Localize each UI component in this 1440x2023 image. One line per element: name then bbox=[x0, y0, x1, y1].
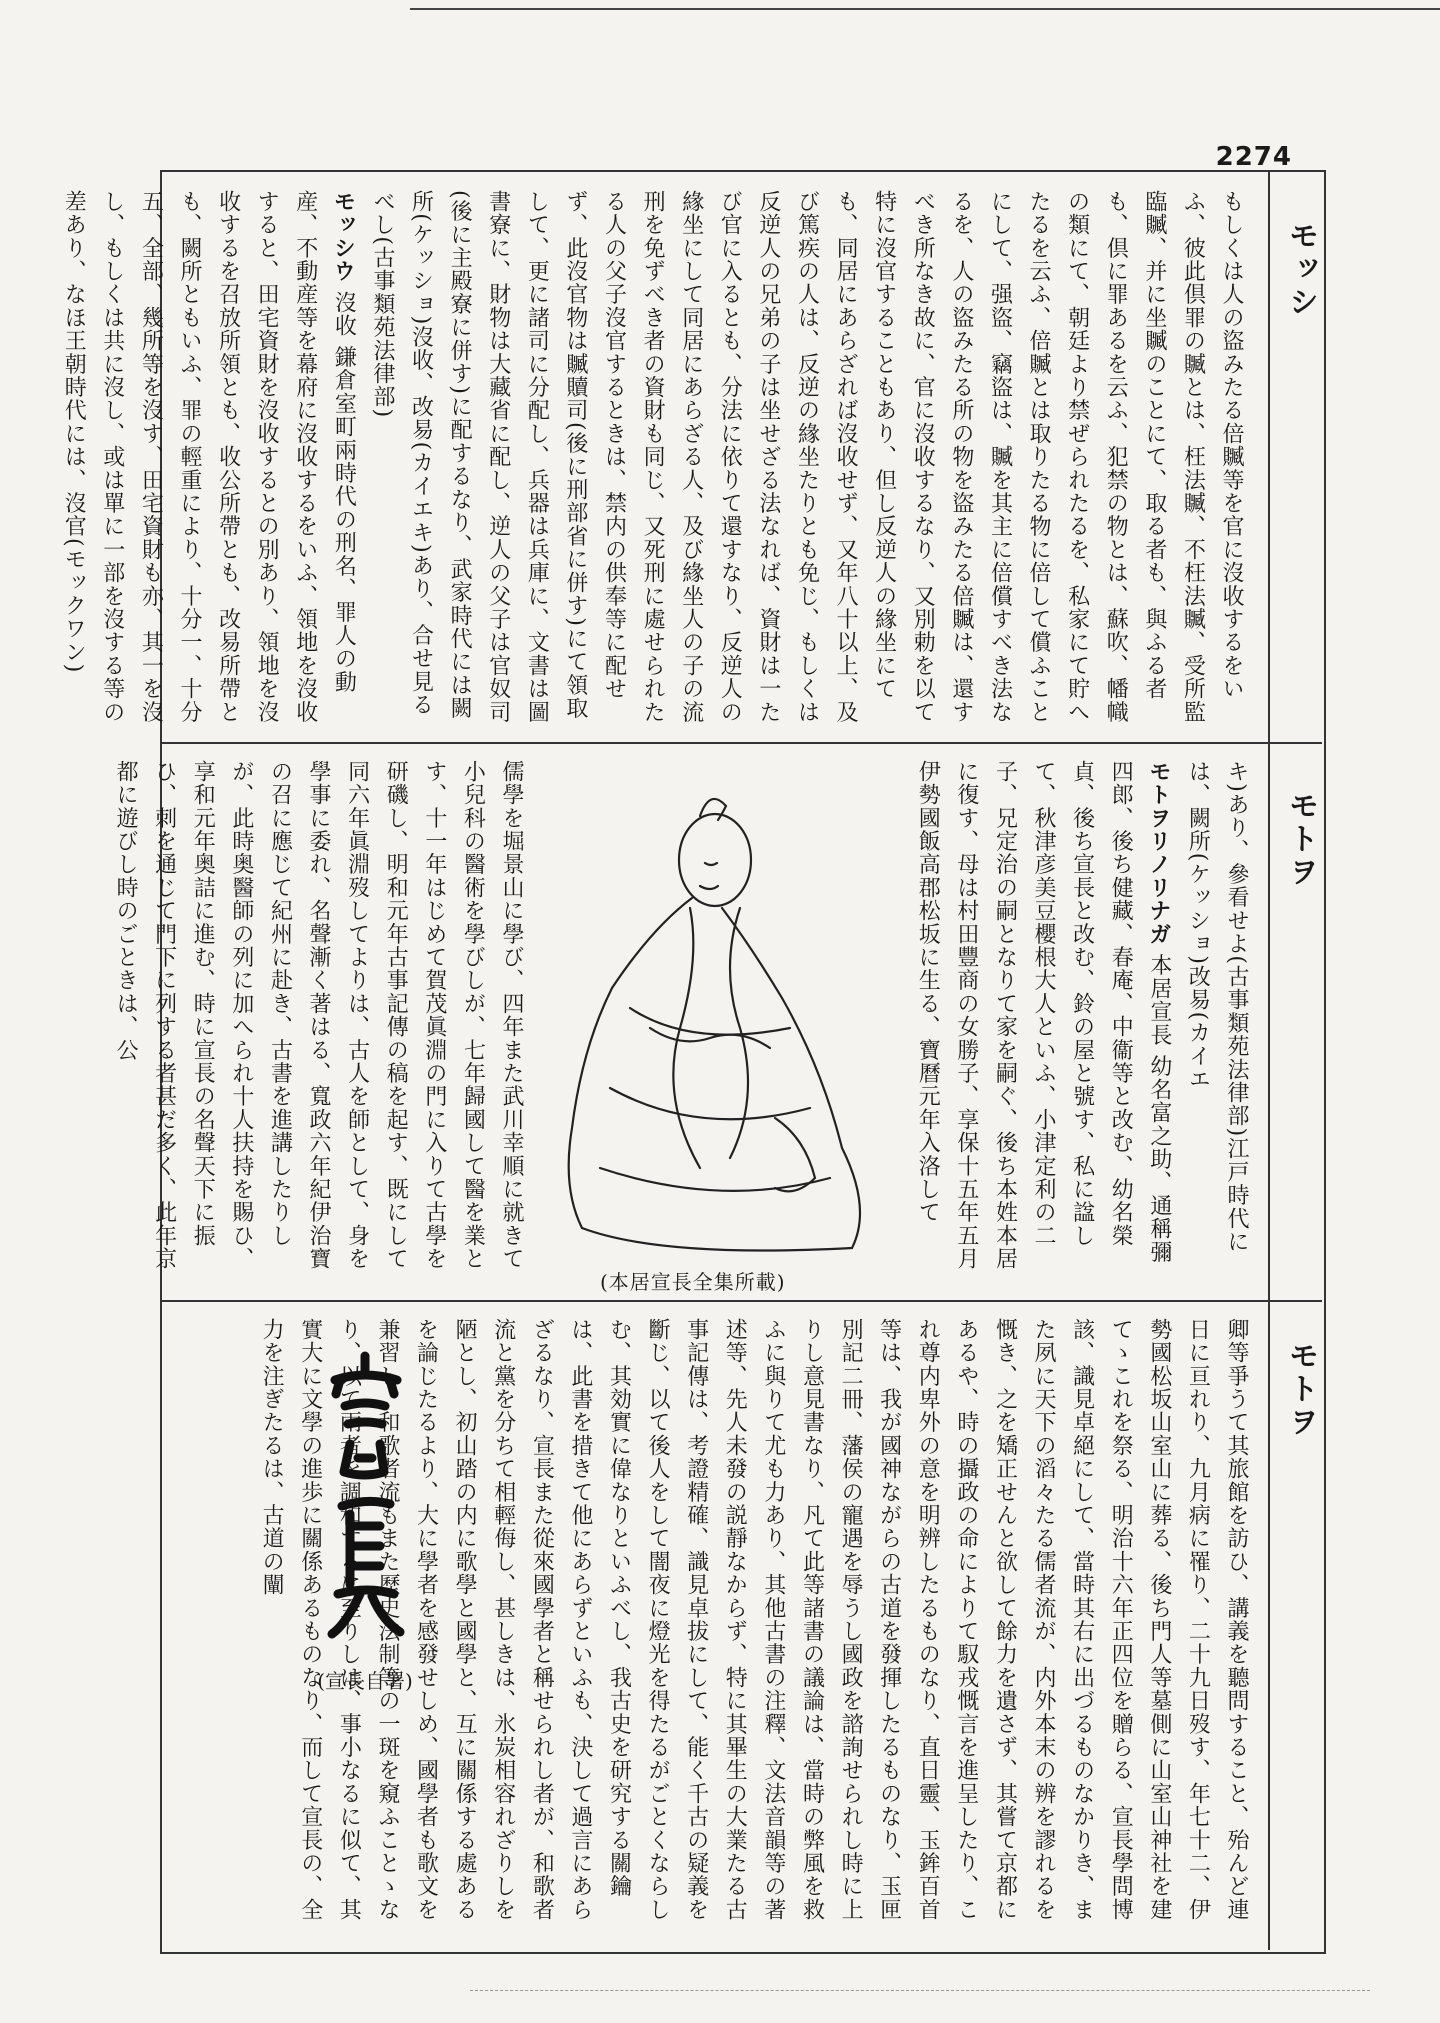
section2-title-block bbox=[908, 760, 1178, 1285]
headword-column-rule bbox=[1268, 170, 1270, 1950]
signature-caption: (宣長自署) bbox=[317, 1669, 413, 1693]
entry-title: モトヲリノリナガ bbox=[1145, 760, 1172, 946]
section2-intro: キ)あり、參看せよ(古事類苑法律部)江戸時代には、闕所(ケッショ)改易(カイエ bbox=[1185, 760, 1249, 1254]
entry-title-kanji: 本居宣長 bbox=[1146, 953, 1172, 1047]
subhead-mottsushiu: モッシウ bbox=[330, 190, 357, 283]
entry-body-right: 幼名富之助、通稱彌四郎、後ち健藏、春庵、中衞等と改む、幼名榮貞、後ち宣長と改む、鈴の屋と號す、私に諡して、秋津彦美豆櫻根大人といふ、小津定利の二子、兄定治の嗣となりて家を嗣ぐ、後ち本姓本居に復す、母は村田豐商の女勝子、享保十五年五月伊勢國飯高郡松坂に生る、寶曆元年入洛して bbox=[915, 760, 1172, 1271]
portrait-caption: (本居宣長全集所載) bbox=[600, 1270, 786, 1294]
headword-mottsushi: モッシ bbox=[1283, 220, 1318, 319]
entry-body-left: 儒學を堀景山に學び、四年また武川幸順に就きて小兒科の醫術を學びしが、七年歸國して醫を業とす、十一年はじめて賀茂眞淵の門に入りて古學を研磯し、明和元年古事記傳の稿を起す、既にして同六年眞淵歿してよりは、古人を師として、身を學事に委れ、名聲漸く著はる、寬政六年紀伊治寶の召に應じて紀州に赴き、古書を進講したりしが、此時奥醫師の列に加へられ十人扶持を賜ひ、享和元年奥詰に進む、時に宣長の名聲天下に振ひ、刺を通じて門下に列する者甚だ多く、此年京都に遊びし時のごときは、公 bbox=[113, 760, 524, 1271]
headword-motoori-1: モトヲ bbox=[1283, 790, 1318, 889]
bottom-rule bbox=[470, 1990, 1370, 1991]
section-divider-1 bbox=[160, 742, 1322, 744]
section2-left-text bbox=[113, 760, 530, 1285]
section3-body: 卿等爭うて其旅館を訪ひ、講義を聽問すること、殆んど連日に亘れり、九月病に罹り、二十九日歿す、年七十二、伊勢國松坂山室山に葬る、後ち門人等墓側に山室山神社を建てゝこれを祭る、明治十六年正四位を贈らる、宣長學問博該、識見卓絕にして、當時其右に出づるものなかりき、また夙に天下の滔々たる儒者流が、内外本末の辨を謬れるを慨き、之を矯正せんと欲して餘力を遺さず、其嘗て京都にあるや、時の攝政の命によりて馭戎慨言を進呈したり、これ尊内卑外の意を明辨したるものなり、直日靈、玉鉾百首等は、我が國神ながらの古道を發揮したるものなり、玉匣別記二冊、藩侯の寵遇を辱うし國政を諮詢せられし時に上りし意見書なり、凡て此等諸書の議論は、當時の弊風を救ふに與りて尤も力あり、其他古書の注釋、文法音韻等の著述等、先人未發の説靜なからず、特に其畢生の大業たる古事記傳は、考證精確、識見卓拔にして、能く千古の疑義を斷じ、以て後人をして闇夜に燈光を得たるがごとくならしむ、其効實に偉なりといふべし、我古史を研究する關鑰は、此書を措きて他にあらずといふも、決して過言にあらざるなり、宣長また從來國學者と稱せられし者が、和歌者流と黨を分ちて相輕侮し、甚しきは、氷炭相容れざりしを陋とし、初山踏の内に歌學と國學と、互に關係する處あるを論じたるより、大に學者を感發せしめ、國學者も歌文を兼習し、和歌者流もまた歷史法制等の一斑を窺ふことゝなり、以て兩者を調和するに至りしは、事小なるに似て、其實大に文學の進歩に關係あるものなり、而して宣長の、全力を注ぎたるは、古道の闡 bbox=[259, 1318, 1249, 1922]
headword-motoori-2: モトヲ bbox=[1283, 1340, 1318, 1439]
section2-right-text bbox=[880, 760, 1255, 1285]
section-divider-2 bbox=[160, 1300, 1322, 1302]
signature-image bbox=[320, 1346, 410, 1646]
page-number: 2274 bbox=[1215, 142, 1292, 172]
subhead-kanji: 沒收 bbox=[331, 291, 357, 338]
top-rule bbox=[410, 8, 1440, 10]
portrait-illustration bbox=[540, 768, 870, 1263]
section1-text bbox=[61, 190, 1250, 730]
subentry-text: 鎌倉室町兩時代の刑名、罪人の動産、不動産等を幕府に沒收するをいふ、領地を沒收すると、田宅資財を沒收するとの別あり、領地を沒收するを召放所領とも、收公所帶とも、改易所帶とも、闕所ともいふ、罪の輕重により、十分一、十分五、全部、幾所等を沒す、田宅資財も亦、其一を沒し、もしくは共に沒し、或は單に一部を沒する等の差あり、なほ王朝時代には、沒官(モックワン) bbox=[61, 190, 357, 724]
section1-paragraph: もしくは人の盜みたる倍贓等を官に沒收するをいふ、彼此倶罪の贓とは、枉法贓、不枉法贓、受所監臨贓、并に坐贓のことにて、取る者も、與ふる者も、倶に罪あるを云ふ、犯禁の物とは、蘇吹、幡幟の類にて、朝廷より禁ぜられたるを、私家にて貯へたるを云ふ、倍贓とは取りたる物に倍して償ふことにして、强盜、竊盜は、贓を其主に倍償すべき法なるを、人の盜みたる所の物を盜みたる倍贓は、還すべき所なき故に、官に沒收するなり、又別勅を以て特に沒官することもあり、但し反逆人の緣坐にても、同居にあらざれば沒收せず、又年八十以上、及び篤疾の人は、反逆の緣坐たりとも免じ、もしくは反逆人の兄弟の子は坐せざる法なれば、資財は一たび官に入るとも、分法に依りて還すなり、反逆人の緣坐にして同居にあらざる人、及び緣坐人の子の流刑を免ずべき者の資財も同じ、又死刑に處せられたる人の父子沒官するときは、禁内の供奉等に配せず、此沒官物は贓贖司(後に刑部省に併す)にて領取して、更に諸司に分配し、兵器は兵庫に、文書は圖書寮に、財物は大藏省に配し、逆人の父子は官奴司(後に主殿寮に併す)に配するなり、武家時代には闕所(ケッショ)沒收、改易(カイエキ)あり、合せ見るべし(古事類苑法律部) bbox=[369, 190, 1244, 724]
section1-subentry bbox=[54, 190, 363, 730]
